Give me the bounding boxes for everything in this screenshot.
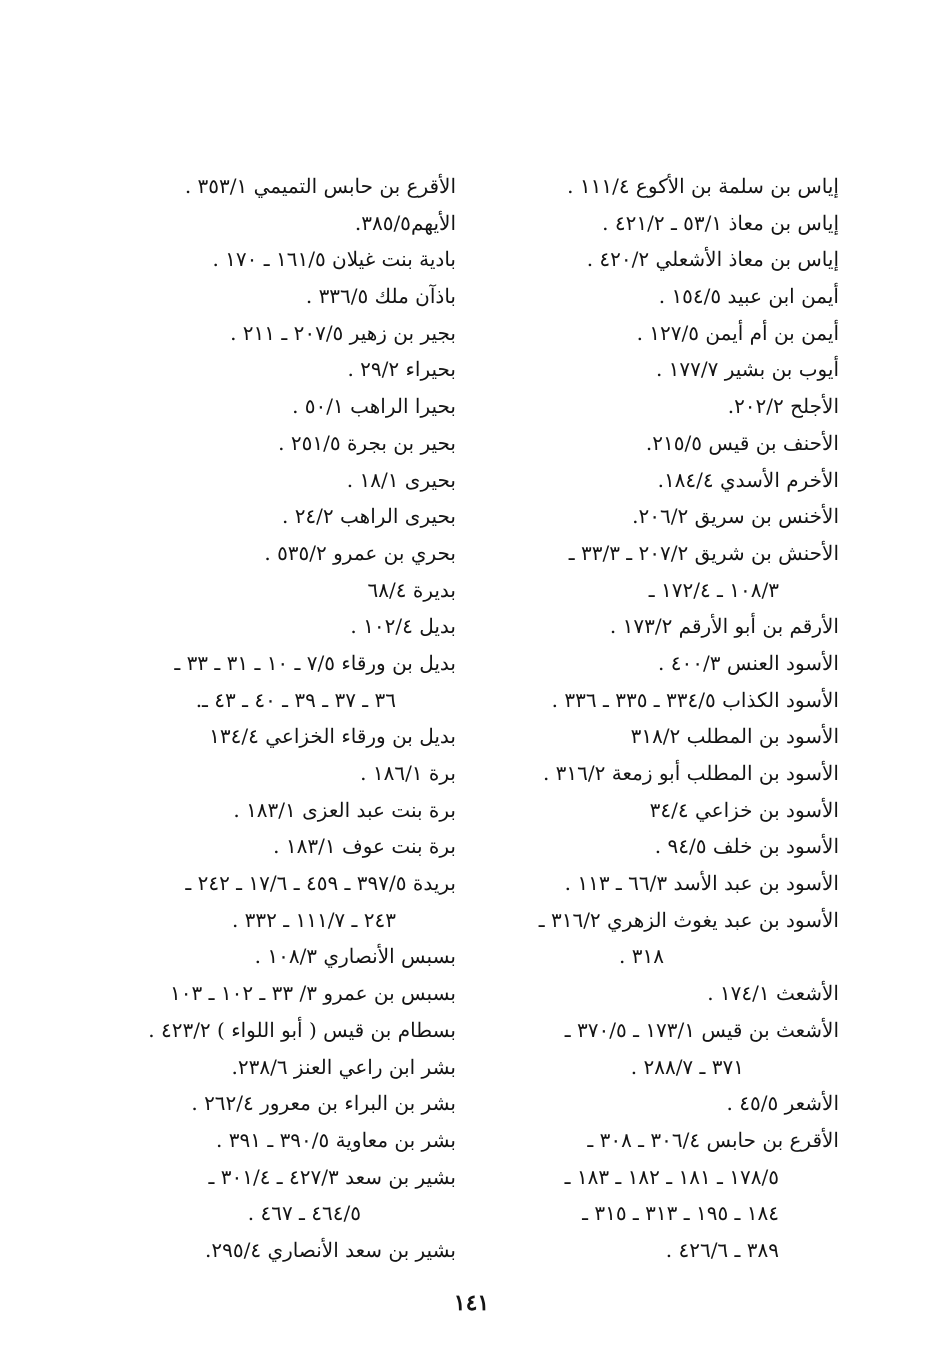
index-column-right	[499, 168, 839, 1269]
index-entry-continuation: ٣٨٩ ـ ٤٢٦/٦ .	[665, 1237, 779, 1262]
index-entry-continuation: ٣١٨ .	[619, 944, 664, 969]
index-entry: بحيرا الراهب ٥٠/١ .	[292, 394, 456, 419]
index-entry: الأسود بن المطلب أبو زمعة ٣١٦/٢ .	[542, 761, 839, 785]
index-entry: أيوب بن بشير ١٧٧/٧ .	[655, 357, 839, 382]
index-entry: بديرة ٦٨/٤	[367, 577, 456, 602]
index-entry: الأقرع بن حابس التميمي ٣٥٣/١ .	[184, 174, 456, 198]
index-entry: إياس بن سلمة بن الأكوع ١١١/٤ .	[567, 174, 839, 198]
index-entry: بادية بنت غيلان ١٦١/٥ ـ ١٧٠ .	[212, 247, 456, 272]
index-entry: بحيراء ٢٩/٢ .	[347, 357, 456, 382]
index-entry-continuation: ١٨٤ ـ ١٩٥ ـ ٣١٣ ـ ٣١٥ ـ	[582, 1201, 779, 1226]
index-entry: بديل ١٠٢/٤ .	[350, 614, 456, 639]
page-number: ١٤١	[453, 1290, 490, 1316]
index-entry: برة بنت عوف ١٨٣/١ .	[273, 834, 456, 859]
index-entry: بحيرى الراهب ٢٤/٢ .	[281, 504, 456, 529]
index-entry: الأشعث ١٧٤/١ .	[707, 981, 839, 1006]
index-entry: بجير بن زهير ٢٠٧/٥ ـ ٢١١ .	[230, 320, 456, 345]
index-entry: بريدة ٣٩٧/٥ ـ ٤٥٩ ـ ١٧/٦ ـ ٢٤٢ ـ	[185, 871, 456, 896]
index-entry-continuation: ١٧٨/٥ ـ ١٨١ ـ ١٨٢ ـ ١٨٣ ـ	[564, 1164, 779, 1189]
index-entry: برة بنت عبد العزى ١٨٣/١ .	[233, 797, 456, 822]
index-entry-continuation: ٣٧١ ـ ٢٨٨/٧ .	[630, 1054, 744, 1079]
index-entry: الأخرم الأسدي ١٨٤/٤.	[657, 467, 839, 492]
index-entry: بسطام بن قيس ( أبو اللواء ) ٤٢٣/٢ .	[148, 1017, 456, 1042]
index-entry: الأسود بن خزاعي ٣٤/٤	[649, 797, 839, 822]
index-entry: أيمن ابن عبيد ١٥٤/٥ .	[658, 284, 839, 309]
index-entry: الأحنش بن شريق ٢٠٧/٢ ـ ٣٣/٣ ـ	[568, 540, 839, 565]
index-entry: برة ١٨٦/١ .	[360, 761, 456, 785]
index-entry: باذآن ملك ٣٣٦/٥ .	[305, 284, 456, 309]
index-entry: الأحنف بن قيس ٢١٥/٥.	[645, 430, 839, 455]
index-entry: الأسود الكذاب ٣٣٤/٥ ـ ٣٣٥ ـ ٣٣٦ .	[551, 687, 839, 712]
index-entry: أيمن بن أم أيمن ١٢٧/٥ .	[636, 320, 839, 345]
index-entry: الأسود بن عبد يغوث الزهري ٣١٦/٢ ـ	[538, 907, 839, 932]
index-entry: الأجلح ٢٠٢/٢.	[727, 394, 839, 419]
index-entry-continuation: ٣٦ ـ ٣٧ ـ ٣٩ ـ ٤٠ ـ ٤٣ ـ.	[195, 687, 396, 712]
index-entry: بشر ابن راعي العنز ٢٣٨/٦.	[231, 1054, 456, 1079]
index-entry: الأيهم٣٨٥/٥.	[354, 210, 456, 235]
index-entry: بديل بن ورقاء ٧/٥ ـ ١٠ ـ ٣١ ـ ٣٣ ـ	[174, 650, 456, 675]
index-column-left	[116, 168, 456, 1269]
index-entry-continuation: ١٠٨/٣ ـ ١٧٢/٤ ـ	[648, 577, 779, 602]
index-entry: الأسود بن عبد الأسد ٦٦/٣ ـ ١١٣ .	[564, 871, 839, 896]
index-entry: الأقرع بن حابس ٣٠٦/٤ ـ ٣٠٨ ـ	[587, 1127, 839, 1152]
index-entry: إياس بن معاذ الأشعلي ٤٢٠/٢ .	[586, 247, 839, 272]
index-entry: بحير بن بجرة ٢٥١/٥ .	[278, 430, 456, 455]
index-entry: بسبس الأنصاري ١٠٨/٣ .	[254, 944, 456, 969]
index-entry: بحيرى ١٨/١ .	[346, 467, 456, 492]
index-entry-continuation: ٤٦٤/٥ ـ ٤٦٧ .	[247, 1201, 361, 1226]
index-entry: بشر بن البراء بن معرور ٢٦٢/٤ .	[191, 1091, 456, 1116]
index-entry: الأخنس بن سريق ٢٠٦/٢.	[632, 504, 839, 529]
index-entry: الأشعث بن قيس ١٧٣/١ ـ ٣٧٠/٥ ـ	[564, 1017, 839, 1042]
index-entry: الأسود العنس ٤٠٠/٣ .	[658, 650, 839, 675]
index-entry-continuation: ٢٤٣ ـ ١١١/٧ ـ ٣٣٢ .	[231, 907, 396, 932]
index-entry: بديل بن ورقاء الخزاعي ١٣٤/٤	[209, 724, 456, 749]
index-entry: بسبس بن عمرو ٣/ ٣٣ ـ ١٠٢ ـ ١٠٣	[170, 981, 456, 1006]
index-entry: بشير بن سعد ٤٢٧/٣ ـ ٣٠١/٤ ـ	[208, 1164, 456, 1189]
index-entry: الأسود بن المطلب ٣١٨/٢	[630, 724, 839, 749]
index-entry: بشر بن معاوية ٣٩٠/٥ ـ ٣٩١ .	[216, 1127, 456, 1152]
index-entry: بشير بن سعد الأنصاري ٢٩٥/٤.	[205, 1237, 456, 1262]
index-entry: إياس بن معاذ ٥٣/١ ـ ٤٢١/٢ .	[602, 210, 839, 235]
index-entry: الأسود بن خلف ٩٤/٥ .	[654, 834, 839, 859]
index-entry: الأرقم بن أبو الأرقم ١٧٣/٢ .	[609, 614, 839, 639]
index-entry: بحري بن عمرو ٥٣٥/٢ .	[264, 540, 456, 565]
index-entry: الأشعر ٤٥/٥ .	[726, 1091, 839, 1116]
